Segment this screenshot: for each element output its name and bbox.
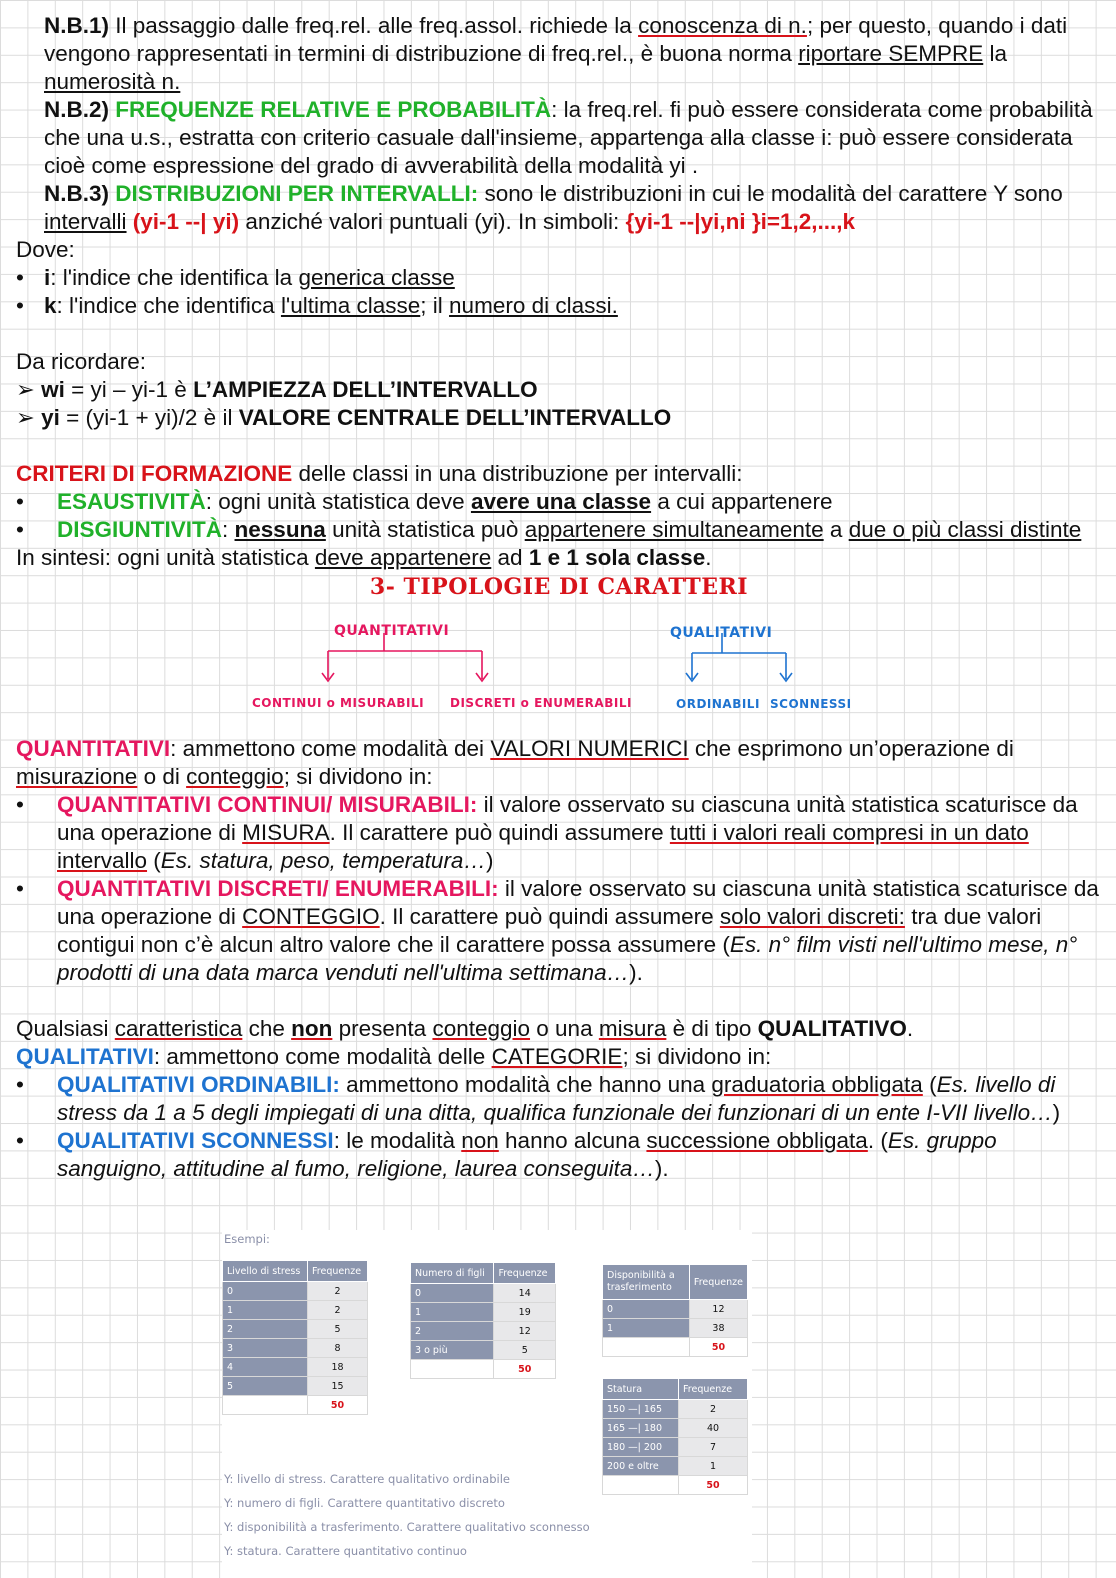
table-trasferimento: Disponibilità a trasferimento Frequenze 0 12 1 38 50 [602,1264,748,1357]
bullet-continui: • QUANTITATIVI CONTINUI/ MISURABILI: il valore osservato su ciascuna unità statistica scaturisce da una operazione di MISURA. Il carattere può quindi assumere tutti i valori reali compresi in un dato intervallo (Es. statura, peso, temperatura…) [16,792,1078,873]
table-row: 200 e oltre 1 [603,1457,748,1476]
sketch-discreti: DISCRETI o ENUMERABILI [450,696,632,710]
table-row: 2 5 [223,1320,368,1339]
caption-stress: Y: livello di stress. Carattere qualitativo ordinabile [224,1472,510,1486]
nb2-title: FREQUENZE RELATIVE E PROBABILITÀ [109,97,552,122]
table-row: 150 —| 165 2 [603,1400,748,1419]
qualitativi-paragraph: QUALITATIVI: ammettono come modalità delle CATEGORIE; si dividono in: [16,1044,772,1069]
sketch-quantitativi: QUANTITATIVI [334,623,450,639]
caption-statura: Y: statura. Carattere quantitativo continuo [224,1544,467,1558]
table-stress: Livello di stress Frequenze 0 2 1 2 2 5 3 8 4 18 5 15 50 [222,1260,368,1415]
table-total-row: 50 [223,1396,368,1415]
bullet-k: • k: l'indice che identifica l'ultima classe; il numero di classi. [16,293,618,318]
nb3-paragraph: N.B.3) DISTRIBUZIONI PER INTERVALLI: sono le distribuzioni in cui le modalità del carattere Y sono intervalli (yi-1 --| yi) anziché valori puntuali (yi). In simboli: {yi-1 --|yi,ni }i=1,2,...,k [44,181,1063,234]
criteri-heading: CRITERI DI FORMAZIONE delle classi in una distribuzione per intervalli: [16,461,743,486]
sketch-sconnessi: SCONNESSI [770,697,852,711]
table-row: 0 2 [223,1282,368,1301]
caption-figli: Y: numero di figli. Carattere quantitativo discreto [224,1496,505,1510]
table-row: 2 12 [411,1322,556,1341]
table-row: 1 19 [411,1303,556,1322]
examples-title: Esempi: [224,1232,270,1246]
table-row: 4 18 [223,1358,368,1377]
nb2-label: N.B.2) [44,97,110,122]
arrow-icon: ➢ [16,377,35,402]
dove-label: Dove: [16,237,75,262]
bullet-i: • i: l'indice che identifica la generica classe [16,265,455,290]
sintesi: In sintesi: ogni unità statistica deve appartenere ad 1 e 1 sola classe. [16,545,712,570]
nb1-label: N.B.1) [44,13,110,38]
table-statura: Statura Frequenze 150 —| 165 2 165 —| 180 40 180 —| 200 7 200 e oltre 1 50 [602,1378,748,1495]
bullet-esaustivita: • ESAUSTIVITÀ: ogni unità statistica deve avere una classe a cui appartenere [16,489,833,514]
nb3-label: N.B.3) [44,181,110,206]
bullet-sconnessi: • QUALITATIVI SCONNESSI: le modalità non hanno alcuna successione obbligata. (Es. gruppo sanguigno, attitudine al fumo, religione, laurea conseguita…). [16,1128,997,1181]
table-row: 1 38 [603,1319,748,1338]
table-row: 0 12 [603,1300,748,1319]
table-row: 0 14 [411,1284,556,1303]
nb3-title: DISTRIBUZIONI PER INTERVALLI: [109,181,479,206]
table-row: 3 8 [223,1339,368,1358]
typology-sketch [16,601,1102,735]
examples-panel [222,1230,752,1578]
sketch-ordinabili: ORDINABILI [676,697,760,711]
table-row: 180 —| 200 7 [603,1438,748,1457]
qualsiasi-paragraph: Qualsiasi caratteristica che non presenta conteggio o una misura è di tipo QUALITATIVO. [16,1016,914,1041]
bullet-disgiuntivita: • DISGIUNTIVITÀ: nessuna unità statistica può appartenere simultaneamente a due o più classi distinte [16,517,1082,542]
table-row: 165 —| 180 40 [603,1419,748,1438]
table-row: 1 2 [223,1301,368,1320]
arrow-icon: ➢ [16,405,35,430]
quantitativi-paragraph: QUANTITATIVI: ammettono come modalità dei VALORI NUMERICI che esprimono un’operazione di misurazione o di conteggio; si dividono in: [16,736,1014,789]
nb2-paragraph: N.B.2) FREQUENZE RELATIVE E PROBABILITÀ: la freq.rel. fi può essere considerata come probabilità che una u.s., estratta con criterio casuale dall'insieme, appartenga alla classe i: può essere considerata cioè come espressione del grado di avverabilità della modalità yi . [44,97,1093,178]
sketch-qualitativi: QUALITATIVI [670,625,773,641]
caption-trasferimento: Y: disponibilità a trasferimento. Carattere qualitativo sconnesso [224,1520,590,1534]
ricordare-yi: ➢ yi = (yi-1 + yi)/2 è il VALORE CENTRALE DELL’INTERVALLO [16,405,672,430]
table-row: 3 o più 5 [411,1341,556,1360]
table-row: 5 15 [223,1377,368,1396]
section-title: 3- TIPOLOGIE DI CARATTERI [369,574,749,600]
table-total-row: 50 [603,1338,748,1357]
nb1-paragraph: N.B.1) Il passaggio dalle freq.rel. alle freq.assol. richiede la conoscenza di n.; per questo, quando i dati vengono rappresentati in termini di distribuzione di freq.rel., è buona norma riportare SEMPRE la numerosità n. [44,13,1068,94]
bullet-discreti: • QUANTITATIVI DISCRETI/ ENUMERABILI: il valore osservato su ciascuna unità statistica scaturisce da una operazione di CONTEGGIO. Il carattere può quindi assumere solo valori discreti: tra due valori contigui non c’è alcun altro valore che il carattere possa assumere (Es. n° film visti nell'ultimo mese, n° prodotti di una data marca venduti nell'ultima settimana…). [16,876,1099,985]
sketch-continui: CONTINUI o MISURABILI [252,696,425,710]
table-figli: Numero di figli Frequenze 0 14 1 19 2 12 3 o più 5 50 [410,1262,556,1379]
table-total-row: 50 [603,1476,748,1495]
ricordare-wi: ➢ wi = yi – yi-1 è L’AMPIEZZA DELL’INTERVALLO [16,377,538,402]
table-total-row: 50 [411,1360,556,1379]
bullet-ordinabili: • QUALITATIVI ORDINABILI: ammettono modalità che hanno una graduatoria obbligata (Es. livello di stress da 1 a 5 degli impiegati di una ditta, qualifica funzionale dei funzionari di un ente I-VII livello…) [16,1072,1061,1125]
ricordare-title: Da ricordare: [16,349,147,374]
document-page [16,12,1102,1183]
